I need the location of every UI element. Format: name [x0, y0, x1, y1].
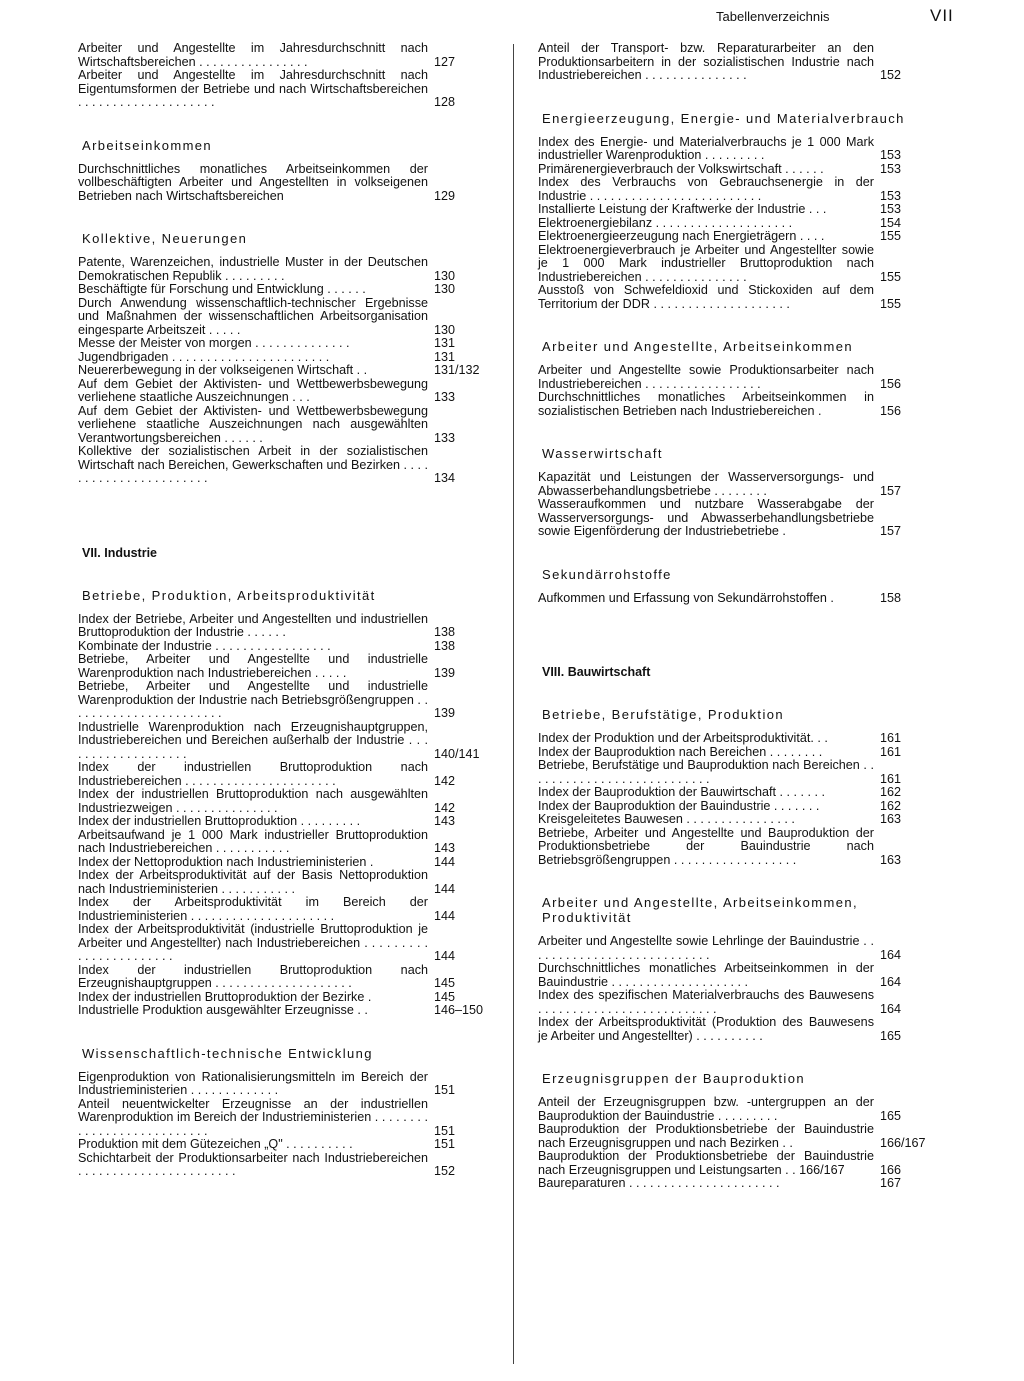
toc-entry-page: 138 — [434, 638, 456, 653]
toc-entry-page: 139 — [434, 665, 456, 680]
toc-entry-page: 129 — [434, 188, 456, 203]
toc-entry-title: Index des spezifischen Materialverbrauchs des Bauwesens . . . . . . . . . . . . . . . . . . . . . . . . . . — [538, 988, 874, 1016]
toc-entry[interactable] — [78, 640, 490, 654]
toc-entry-title: Arbeiter und Angestellte sowie Lehrlinge der Bauindustrie . . . . . . . . . . . . . . . . . . . . . . . . . . . — [538, 934, 874, 962]
toc-entry[interactable] — [78, 337, 490, 351]
toc-entry-page: 142 — [434, 773, 456, 788]
toc-entry[interactable] — [538, 471, 928, 498]
toc-entry[interactable] — [538, 800, 928, 814]
toc-entry-page: 130 — [434, 282, 456, 296]
toc-entry[interactable] — [78, 1098, 490, 1139]
toc-entry[interactable] — [78, 69, 490, 110]
toc-entry[interactable] — [538, 42, 928, 83]
toc-entry-page: 167 — [880, 1176, 902, 1190]
toc-entry-page: 151 — [434, 1123, 456, 1138]
toc-entry[interactable] — [538, 1016, 928, 1043]
toc-entry-title: Kombinate der Industrie . . . . . . . . . . . . . . . . . — [78, 638, 331, 653]
toc-entry[interactable] — [538, 813, 928, 827]
page-number: VII — [930, 6, 954, 25]
toc-entry-page: 161 — [880, 744, 902, 759]
toc-entry-title: Primärenergieverbrauch der Volkswirtschaft . . . . . . — [538, 161, 824, 176]
toc-entry-page: 145 — [434, 976, 456, 990]
toc-entry-title: Auf dem Gebiet der Aktivisten- und Wettbewerbsbewegung verliehene staatliche Auszeichnungen nach ausgewählten Verantwortungsbereichen . . . . . . — [78, 403, 428, 445]
toc-entry-page: 165 — [880, 1028, 902, 1043]
toc-entry[interactable] — [538, 1150, 928, 1177]
section-heading: Betriebe, Berufstätige, Produktion — [542, 707, 784, 722]
toc-entry[interactable] — [78, 856, 490, 870]
toc-entry-title: Patente, Warenzeichen, industrielle Muster in der Deutschen Demokratischen Republik . . . . . . . . . — [78, 255, 428, 283]
section-heading: Sekundärrohstoffe — [542, 566, 672, 582]
toc-entry-page: 158 — [880, 590, 902, 605]
toc-entry[interactable] — [538, 230, 928, 244]
toc-entry-page: 155 — [880, 229, 902, 243]
toc-entry-page: 127 — [434, 54, 456, 69]
toc-entry[interactable] — [538, 989, 928, 1016]
toc-entry-title: Index der Betriebe, Arbeiter und Angestellten und industriellen Bruttoproduktion der Industrie . . . . . . — [78, 611, 428, 639]
toc-entry-page: 157 — [880, 524, 902, 538]
toc-entry[interactable] — [538, 498, 928, 539]
section-heading: Kollektive, Neuerungen — [82, 231, 248, 246]
toc-entry-title: Baureparaturen . . . . . . . . . . . . . . . . . . . . . . — [538, 1176, 780, 1190]
toc-entry[interactable] — [78, 991, 490, 1005]
section-heading: Wasserwirtschaft — [542, 446, 663, 461]
toc-entry-title: Anteil der Erzeugnisgruppen bzw. -untergruppen an der Bauproduktion der Bauindustrie . . . . . . . . . — [538, 1095, 874, 1123]
toc-entry-page: 130 — [434, 322, 456, 337]
toc-entry[interactable] — [78, 653, 490, 680]
toc-entry-page: 165 — [880, 1108, 902, 1123]
toc-entry-title: Index der Arbeitsproduktivität auf der Basis Nettoproduktion nach Industrieministerien . . . . . . . . . . . — [78, 868, 428, 896]
toc-entry-title: Industrielle Produktion ausgewählter Erzeugnisse . . — [78, 1003, 368, 1017]
toc-entry[interactable] — [538, 217, 928, 231]
running-head-title: Tabellenverzeichnis — [716, 9, 830, 24]
toc-entry-page: 153 — [880, 148, 902, 162]
toc-entry-title: Kreisgeleitetes Bauwesen . . . . . . . . . . . . . . . . — [538, 812, 795, 826]
toc-entry-page: 138 — [434, 625, 456, 639]
toc-entry-title: Arbeiter und Angestellte sowie Produktionsarbeiter nach Industriebereichen . . . . . . . . . . . . . . . . . — [538, 363, 874, 391]
toc-entry[interactable] — [538, 746, 928, 760]
toc-entry-title: Elektroenergiebilanz . . . . . . . . . . . . . . . . . . . . — [538, 215, 793, 230]
toc-entry[interactable] — [78, 163, 490, 204]
toc-entry[interactable] — [538, 592, 928, 606]
toc-entry-title: Elektroenergieverbrauch je Arbeiter und Angestellter sowie je 1 000 Mark industrieller Bruttoproduktion nach Industriebereichen . . . . . . . . . . . . . . . — [538, 242, 874, 284]
toc-entry[interactable] — [538, 1096, 928, 1123]
toc-entry-page: 131 — [434, 349, 456, 364]
page-header — [680, 6, 980, 30]
toc-entry-title: Elektroenergieerzeugung nach Energieträgern . . . . — [538, 229, 825, 243]
toc-entry-page: 139 — [434, 706, 456, 720]
toc-entry-title: Durchschnittliches monatliches Arbeitseinkommen in sozialistischen Betrieben nach Industriebereichen . — [538, 390, 874, 418]
toc-entry[interactable] — [78, 964, 490, 991]
toc-entry[interactable] — [78, 869, 490, 896]
toc-entry-page: 153 — [880, 202, 902, 216]
toc-entry[interactable] — [538, 935, 928, 962]
toc-entry[interactable] — [538, 827, 928, 868]
toc-entry-page: 140/141 — [434, 746, 480, 761]
toc-entry[interactable] — [538, 203, 928, 217]
toc-entry-title: Index der industriellen Bruttoproduktion nach Industriebereichen . . . . . . . . . . . . . . . . . . . . . . — [78, 760, 428, 788]
toc-entry-page: 153 — [880, 188, 902, 203]
toc-entry[interactable] — [538, 1177, 928, 1191]
toc-entry[interactable] — [78, 829, 490, 856]
toc-entry-page: 133 — [434, 390, 456, 404]
toc-entry-page: 153 — [880, 161, 902, 176]
toc-entry-page: 166/167 — [880, 1135, 926, 1150]
section-heading: Energieerzeugung, Energie- und Materialverbrauch — [542, 110, 905, 126]
section-heading: Betriebe, Produktion, Arbeitsproduktivität — [82, 587, 376, 603]
toc-entry-title: Kollektive der sozialistischen Arbeit in der sozialistischen Wirtschaft nach Bereichen, Gewerkschaften und Bezirken . . . . . . . . . . . . . . . . . . . . . . . — [78, 444, 428, 485]
toc-entry-page: 144 — [434, 949, 456, 963]
toc-entry-page: 142 — [434, 800, 456, 815]
toc-entry-page: 151 — [434, 1083, 456, 1097]
section-heading: Arbeitseinkommen — [82, 137, 213, 153]
toc-entry-title: Installierte Leistung der Kraftwerke der Industrie . . . — [538, 202, 827, 216]
toc-entry-title: Bauproduktion der Produktionsbetriebe der Bauindustrie nach Erzeugnisgruppen und nach Bezirken . . — [538, 1122, 874, 1150]
toc-entry[interactable] — [538, 759, 928, 786]
toc-entry-page: 146–150 — [434, 1003, 484, 1017]
toc-entry-title: Index der Produktion und der Arbeitsproduktivität. . . — [538, 731, 828, 745]
toc-entry[interactable] — [538, 244, 928, 285]
toc-entry-title: Beschäftigte für Forschung und Entwicklung . . . . . . — [78, 282, 366, 296]
toc-entry-page: 152 — [434, 1164, 456, 1178]
toc-entry[interactable] — [78, 445, 490, 486]
toc-entry-page: 163 — [880, 812, 902, 826]
toc-entry-title: Index des Energie- und Materialverbrauchs je 1 000 Mark industrieller Warenproduktion . . . . . . . . . — [538, 134, 874, 162]
toc-entry-page: 162 — [880, 785, 902, 799]
toc-entry-title: Anteil der Transport- bzw. Reparaturarbeiter an den Produktionsarbeitern in der sozialistischen Industrie nach Industriebereichen . . . . . . . . . . . . . . . — [538, 41, 874, 82]
toc-entry-title: Eigenproduktion von Rationalisierungsmitteln im Bereich der Industrieministerien . . . . . . . . . . . . . — [78, 1069, 428, 1097]
toc-entry-title: Index der industriellen Bruttoproduktion . . . . . . . . . — [78, 814, 361, 828]
toc-entry-title: Index der industriellen Bruttoproduktion der Bezirke . — [78, 989, 372, 1004]
toc-entry[interactable] — [78, 1152, 490, 1179]
toc-entry-page: 144 — [434, 854, 456, 869]
toc-entry-title: Index der industriellen Bruttoproduktion nach ausgewählten Industriezweigen . . . . . . . . . . . . . . . — [78, 787, 428, 815]
toc-entry[interactable] — [78, 788, 490, 815]
toc-entry-title: Kapazität und Leistungen der Wasserversorgungs- und Abwasserbehandlungsbetriebe . . . . . . . . — [538, 470, 874, 498]
toc-entry-title: Durchschnittliches monatliches Arbeitseinkommen in der Bauindustrie . . . . . . . . . . . . . . . . . . . . — [538, 961, 874, 989]
toc-entry-title: Index der Arbeitsproduktivität (industrielle Bruttoproduktion je Arbeiter und Angestellter) nach Industriebereichen . . . . . . . . . . . . . . . . . . . . . . . — [78, 922, 428, 963]
toc-entry-page: 143 — [434, 841, 456, 855]
toc-entry-page: 164 — [880, 947, 902, 962]
toc-entry-title: Aufkommen und Erfassung von Sekundärrohstoffen . — [538, 590, 834, 605]
toc-entry-title: Betriebe, Berufstätige und Bauproduktion nach Bereichen . . . . . . . . . . . . . . . . . . . . . . . . . . . — [538, 758, 874, 786]
toc-entry-title: Arbeitsaufwand je 1 000 Mark industrieller Bruttoproduktion nach Industriebereichen . . . . . . . . . . . — [78, 827, 428, 855]
toc-entry-page: 166 — [880, 1162, 902, 1177]
toc-entry-page: 157 — [880, 483, 902, 498]
toc-entry[interactable] — [78, 1071, 490, 1098]
toc-entry-title: Index der industriellen Bruttoproduktion nach Erzeugnishauptgruppen . . . . . . . . . . . . . . . . . . . . — [78, 962, 428, 990]
toc-entry[interactable] — [78, 680, 490, 721]
toc-entry[interactable] — [538, 391, 928, 418]
toc-entry[interactable] — [538, 786, 928, 800]
toc-entry-title: Index der Nettoproduktion nach Industrieministerien . — [78, 854, 374, 869]
toc-entry-page: 131 — [434, 336, 456, 350]
toc-entry-title: Betriebe, Arbeiter und Angestellte und industrielle Warenproduktion der Industrie nach Betriebsgrößengruppen . . . . . . . . . . . . . . . . . . . . . . . — [78, 679, 428, 720]
toc-entry[interactable] — [78, 42, 490, 69]
toc-entry[interactable] — [538, 1123, 928, 1150]
toc-entry-page: 156 — [880, 403, 902, 418]
toc-entry[interactable] — [78, 405, 490, 446]
toc-entry-title: Arbeiter und Angestellte im Jahresdurchschnitt nach Eigentumsformen der Betriebe und nach Wirtschaftsbereichen . . . . . . . . . . . . . . . . . . . . — [78, 68, 428, 109]
toc-entry-page: 155 — [880, 269, 902, 284]
toc-entry-title: Arbeiter und Angestellte im Jahresdurchschnitt nach Wirtschaftsbereichen . . . . . . . . . . . . . . . . — [78, 41, 428, 69]
toc-entry[interactable] — [78, 613, 490, 640]
toc-entry[interactable] — [78, 923, 490, 964]
toc-entry-title: Index der Arbeitsproduktivität (Produktion des Bauwesens je Arbeiter und Angestellter) . . . . . . . . . . — [538, 1015, 874, 1043]
toc-entry-title: Auf dem Gebiet der Aktivisten- und Wettbewerbsbewegung verliehene staatliche Auszeichnungen . . . — [78, 376, 428, 404]
toc-entry-title: Wasseraufkommen und nutzbare Wasserabgabe der Wasserversorgungs- und Abwasserbehandlungsbetriebe sowie Eigenförderung der Industriebetriebe . — [538, 497, 874, 538]
toc-entry[interactable] — [538, 176, 928, 203]
toc-entry-page: 155 — [880, 296, 902, 311]
toc-entry-title: Produktion mit dem Gütezeichen „Q" . . . . . . . . . . — [78, 1137, 353, 1151]
toc-entry[interactable] — [78, 378, 490, 405]
toc-entry-title: Schichtarbeit der Produktionsarbeiter nach Industriebereichen . . . . . . . . . . . . . . . . . . . . . . . — [78, 1150, 428, 1178]
toc-entry-title: Ausstoß von Schwefeldioxid und Stickoxiden auf dem Territorium der DDR . . . . . . . . . . . . . . . . . . . . — [538, 283, 874, 311]
toc-entry-page: 152 — [880, 68, 902, 82]
toc-entry[interactable] — [538, 732, 928, 746]
toc-entry-page: 164 — [880, 1001, 902, 1016]
toc-entry-title: Messe der Meister von morgen . . . . . . . . . . . . . . — [78, 336, 350, 350]
toc-entry-title: Index der Arbeitsproduktivität im Bereich der Industrieministerien . . . . . . . . . . . . . . . . . . . . . — [78, 895, 428, 923]
toc-entry[interactable] — [78, 815, 490, 829]
toc-entry[interactable] — [538, 962, 928, 989]
toc-entry-page: 134 — [434, 471, 456, 485]
toc-entry[interactable] — [78, 364, 490, 378]
toc-entry-page: 143 — [434, 814, 456, 828]
toc-entry-title: Durch Anwendung wissenschaftlich-technischer Ergebnisse und Maßnahmen der wissenschaftlichen Arbeitsorganisation eingesparte Arbeitszeit . . . . . — [78, 295, 428, 337]
toc-right-column — [538, 42, 928, 1191]
toc-entry[interactable] — [78, 761, 490, 788]
toc-entry[interactable] — [78, 1004, 490, 1018]
toc-entry-page: 130 — [434, 268, 456, 283]
toc-entry-title: Betriebe, Arbeiter und Angestellte und industrielle Warenproduktion nach Industriebereichen . . . . . — [78, 652, 428, 680]
toc-entry-page: 162 — [880, 798, 902, 813]
toc-entry[interactable] — [78, 256, 490, 283]
toc-left-column — [78, 42, 490, 1179]
toc-entry[interactable] — [78, 1138, 490, 1152]
toc-entry-page: 131/132 — [434, 363, 480, 377]
section-heading: Wissenschaftlich-technische Entwicklung — [82, 1045, 373, 1061]
toc-entry-title: Index der Bauproduktion nach Bereichen . . . . . . . . — [538, 744, 823, 759]
section-heading: Arbeiter und Angestellte, Arbeitseinkommen, Produktivität — [542, 895, 859, 925]
part-heading: VII. Industrie — [82, 545, 158, 560]
toc-entry[interactable] — [78, 297, 490, 338]
part-heading: VIII. Bauwirtschaft — [542, 665, 651, 679]
toc-entry-title: Index der Bauproduktion der Bauindustrie . . . . . . . — [538, 798, 820, 813]
toc-entry-title: Bauproduktion der Produktionsbetriebe der Bauindustrie nach Erzeugnisgruppen und Leistungsarten . . 166/167 — [538, 1149, 874, 1177]
toc-entry-page: 161 — [880, 771, 902, 786]
toc-entry-title: Betriebe, Arbeiter und Angestellte und Bauproduktion der Produktionsbetriebe der Bauindustrie nach Betriebsgrößengruppen . . . . . . . . . . . . . . . . . . — [538, 825, 874, 867]
toc-entry[interactable] — [78, 896, 490, 923]
toc-entry-page: 133 — [434, 430, 456, 445]
toc-entry[interactable] — [538, 284, 928, 311]
toc-entry-page: 154 — [880, 215, 902, 230]
toc-entry-page: 163 — [880, 852, 902, 867]
toc-entry-page: 164 — [880, 974, 902, 989]
toc-entry-page: 156 — [880, 376, 902, 391]
toc-entry[interactable] — [78, 283, 490, 297]
toc-entry-title: Neuererbewegung in der volkseigenen Wirtschaft . . — [78, 363, 368, 377]
toc-entry[interactable] — [538, 163, 928, 177]
toc-entry-title: Durchschnittliches monatliches Arbeitseinkommen der vollbeschäftigten Arbeiter und Angestellten in volkseigenen Betrieben nach Wirtschaftsbereichen — [78, 161, 428, 203]
toc-entry-title: Industrielle Warenproduktion nach Erzeugnishauptgruppen, Industriebereichen und Bereichen außerhalb der Industrie . . . . . . . . . . . . . . . . . . . — [78, 719, 428, 761]
toc-entry[interactable] — [538, 364, 928, 391]
toc-entry[interactable] — [78, 351, 490, 365]
column-divider — [513, 44, 514, 1364]
toc-entry-page: 144 — [434, 908, 456, 923]
toc-entry-page: 145 — [434, 989, 456, 1004]
section-heading: Arbeiter und Angestellte, Arbeitseinkommen — [542, 339, 853, 354]
toc-entry-title: Jugendbrigaden . . . . . . . . . . . . . . . . . . . . . . . — [78, 349, 330, 364]
toc-entry-title: Index des Verbrauchs von Gebrauchsenergie in der Industrie . . . . . . . . . . . . . . . . . . . . . . . . . — [538, 175, 874, 203]
toc-entry[interactable] — [538, 136, 928, 163]
toc-entry-page: 144 — [434, 881, 456, 896]
toc-entry-page: 161 — [880, 731, 902, 745]
toc-entry-title: Index der Bauproduktion der Bauwirtschaft . . . . . . . — [538, 785, 826, 799]
section-heading: Erzeugnisgruppen der Bauproduktion — [542, 1071, 805, 1086]
toc-entry-title: Anteil neuentwickelter Erzeugnisse an der industriellen Warenproduktion im Bereich der Industrieministerien . . . . . . . . . . . . . . . . . . . . . . . . . . . — [78, 1096, 428, 1138]
toc-entry[interactable] — [78, 721, 490, 762]
toc-entry-page: 128 — [434, 95, 456, 109]
toc-entry-page: 151 — [434, 1137, 456, 1151]
